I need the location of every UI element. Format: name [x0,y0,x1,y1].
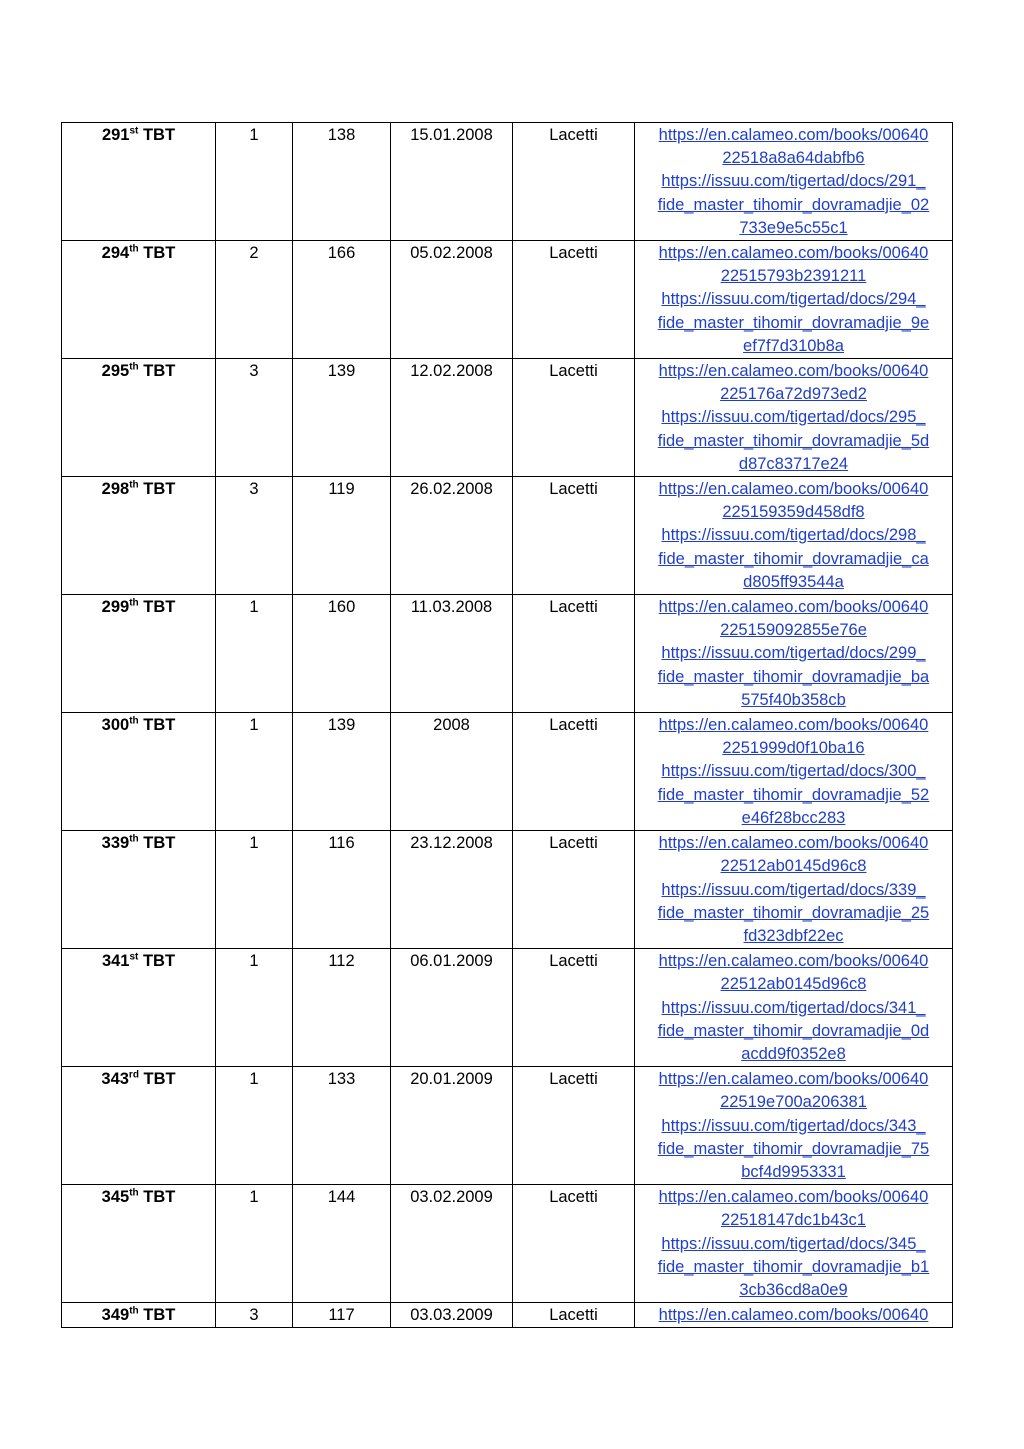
opening-cell: Lacetti [513,1185,635,1303]
event-tbt-label: TBT [143,244,176,263]
links-cell [635,1185,953,1303]
event-number: 294 [101,244,130,263]
event-ordinal-suffix: st [129,125,139,137]
date-cell: 12.02.2008 [391,359,513,477]
event-number: 343 [101,1070,129,1089]
event-number: 349 [101,1306,130,1325]
opening-cell: Lacetti [513,713,635,831]
link-line[interactable]: https://en.calameo.com/books/00640 [658,952,929,971]
link-line[interactable]: https://issuu.com/tigertad/docs/294_ [661,290,926,309]
link-line[interactable]: 22512ab0145d96c8 [720,975,867,994]
link-line[interactable]: 22518a8a64dabfb6 [722,149,865,168]
event-cell [62,713,216,831]
table-row [62,359,953,477]
event-cell [62,595,216,713]
link-line[interactable]: https://issuu.com/tigertad/docs/345_ [661,1234,926,1253]
event-number: 299 [101,598,130,617]
link-line[interactable]: https://en.calameo.com/books/00640 [658,834,929,853]
opening-cell: Lacetti [513,1067,635,1185]
date-cell: 06.01.2009 [391,949,513,1067]
event-tbt-label: TBT [143,480,176,499]
event-ordinal-suffix: st [129,951,139,963]
table-row [62,241,953,359]
event-cell [62,123,216,241]
event-cell [62,477,216,595]
link-line[interactable]: acdd9f0352e8 [741,1044,846,1063]
link-line[interactable]: https://issuu.com/tigertad/docs/339_ [661,880,926,899]
date-cell: 11.03.2008 [391,595,513,713]
moves-cell: 133 [293,1067,391,1185]
link-line[interactable]: d87c83717e24 [738,454,849,473]
link-line[interactable]: https://en.calameo.com/books/00640 [658,1188,929,1207]
link-line[interactable]: https://en.calameo.com/books/00640 [658,1070,929,1089]
opening-cell: Lacetti [513,123,635,241]
link-line[interactable]: fide_master_tihomir_dovramadjie_52 [657,785,930,804]
link-line[interactable]: 225159092855e76e [720,621,867,640]
moves-cell: 117 [293,1303,391,1328]
event-ordinal-suffix: th [129,1305,139,1317]
event-ordinal-suffix: th [129,715,139,727]
link-line[interactable]: 575f40b358cb [741,690,846,709]
table-row [62,831,953,949]
link-line[interactable]: https://issuu.com/tigertad/docs/295_ [661,408,926,427]
event-number: 291 [101,126,130,144]
table-row [62,949,953,1067]
link-line[interactable]: fide_master_tihomir_dovramadjie_02 [657,195,930,214]
event-ordinal-suffix: th [129,833,139,845]
moves-cell: 139 [293,359,391,477]
link-line[interactable]: fide_master_tihomir_dovramadjie_0d [657,1021,930,1040]
round-cell: 1 [216,713,293,831]
event-number: 345 [101,1188,130,1207]
moves-cell: 112 [293,949,391,1067]
event-ordinal-suffix: th [129,597,139,609]
date-cell: 03.02.2009 [391,1185,513,1303]
link-line[interactable]: 22512ab0145d96c8 [720,857,867,876]
event-number: 298 [101,480,130,499]
event-tbt-label: TBT [143,1306,176,1325]
round-cell: 1 [216,831,293,949]
link-line[interactable]: 225159359d458df8 [722,503,865,522]
date-cell: 2008 [391,713,513,831]
link-line[interactable]: bcf4d9953331 [741,1162,846,1181]
moves-cell: 139 [293,713,391,831]
table-row [62,1303,953,1328]
date-cell: 23.12.2008 [391,831,513,949]
links-cell [635,477,953,595]
links-cell [635,831,953,949]
round-cell: 1 [216,949,293,1067]
event-tbt-label: TBT [142,126,176,144]
link-line[interactable]: https://en.calameo.com/books/00640 [658,716,929,735]
moves-cell: 116 [293,831,391,949]
link-line[interactable]: 2251999d0f10ba16 [722,739,865,758]
event-number: 295 [101,362,130,381]
link-line[interactable]: https://issuu.com/tigertad/docs/299_ [661,644,926,663]
links-cell [635,713,953,831]
link-line[interactable]: fide_master_tihomir_dovramadjie_ca [658,549,929,568]
link-line[interactable]: fide_master_tihomir_dovramadjie_5d [657,431,930,450]
moves-cell: 166 [293,241,391,359]
link-line[interactable]: https://issuu.com/tigertad/docs/343_ [661,1116,926,1135]
event-ordinal-suffix: th [129,361,139,373]
link-line[interactable]: https://issuu.com/tigertad/docs/298_ [661,526,926,545]
date-cell: 15.01.2008 [391,123,513,241]
event-cell [62,1185,216,1303]
event-tbt-label: TBT [143,834,176,853]
event-cell [62,949,216,1067]
date-cell: 26.02.2008 [391,477,513,595]
opening-cell: Lacetti [513,831,635,949]
link-line[interactable]: d805ff93544a [743,572,844,591]
links-cell [635,1303,953,1328]
event-tbt-label: TBT [143,716,176,735]
opening-cell: Lacetti [513,241,635,359]
event-ordinal-suffix: rd [128,1069,139,1081]
link-line[interactable]: ef7f7d310b8a [743,336,844,355]
moves-cell: 138 [293,123,391,241]
table-row [62,713,953,831]
event-cell [62,241,216,359]
table-row [62,1067,953,1185]
event-number: 341 [101,952,130,971]
table-row [62,477,953,595]
games-table-body [62,123,953,1328]
date-cell: 03.03.2009 [391,1303,513,1328]
table-row [62,123,953,241]
link-line[interactable]: 22518147dc1b43c1 [721,1211,866,1230]
links-cell [635,241,953,359]
opening-cell: Lacetti [513,359,635,477]
moves-cell: 160 [293,595,391,713]
opening-cell: Lacetti [513,949,635,1067]
round-cell: 1 [216,595,293,713]
link-line[interactable]: 3cb36cd8a0e9 [739,1280,848,1299]
link-line[interactable]: 733e9e5c55c1 [739,218,848,237]
date-cell: 05.02.2008 [391,241,513,359]
link-line[interactable]: https://en.calameo.com/books/00640 [658,126,929,144]
link-line[interactable]: https://en.calameo.com/books/00640 [658,598,929,617]
link-line[interactable]: 225176a72d973ed2 [720,385,867,404]
links-cell [635,595,953,713]
event-number: 339 [101,834,130,853]
links-cell [635,1067,953,1185]
event-tbt-label: TBT [142,952,176,971]
moves-cell: 144 [293,1185,391,1303]
link-line[interactable]: https://en.calameo.com/books/00640 [658,480,929,499]
opening-cell: Lacetti [513,1303,635,1328]
event-tbt-label: TBT [143,1188,176,1207]
event-cell [62,1303,216,1328]
event-cell [62,831,216,949]
round-cell: 1 [216,1067,293,1185]
table-row [62,1185,953,1303]
round-cell: 1 [216,123,293,241]
link-line[interactable]: fide_master_tihomir_dovramadjie_25 [657,903,930,922]
event-ordinal-suffix: th [129,479,139,491]
date-cell: 20.01.2009 [391,1067,513,1185]
link-line[interactable]: https://issuu.com/tigertad/docs/300_ [661,762,926,781]
link-line[interactable]: 22519e700a206381 [720,1093,867,1112]
opening-cell: Lacetti [513,477,635,595]
games-table [61,122,953,1328]
link-line[interactable]: fd323dbf22ec [743,926,844,945]
link-line[interactable]: fide_master_tihomir_dovramadjie_b1 [657,1257,930,1276]
moves-cell: 119 [293,477,391,595]
link-line[interactable]: https://issuu.com/tigertad/docs/291_ [661,172,926,191]
link-line[interactable]: https://en.calameo.com/books/00640 [658,1306,929,1325]
link-line[interactable]: e46f28bcc283 [741,808,846,827]
link-line[interactable]: https://en.calameo.com/books/00640 [658,362,929,381]
event-tbt-label: TBT [143,1070,176,1089]
link-line[interactable]: fide_master_tihomir_dovramadjie_9e [657,313,930,332]
round-cell: 3 [216,1303,293,1328]
link-line[interactable]: fide_master_tihomir_dovramadjie_75 [657,1139,930,1158]
links-cell [635,123,953,241]
event-number: 300 [101,716,130,735]
table-row [62,595,953,713]
link-line[interactable]: https://en.calameo.com/books/00640 [658,244,929,263]
link-line[interactable]: 22515793b2391211 [720,267,867,286]
event-tbt-label: TBT [143,598,176,617]
round-cell: 2 [216,241,293,359]
link-line[interactable]: https://issuu.com/tigertad/docs/341_ [661,998,926,1017]
round-cell: 3 [216,359,293,477]
event-tbt-label: TBT [143,362,176,381]
round-cell: 3 [216,477,293,595]
event-ordinal-suffix: th [129,243,139,255]
event-ordinal-suffix: th [129,1187,139,1199]
opening-cell: Lacetti [513,595,635,713]
links-cell [635,949,953,1067]
links-cell [635,359,953,477]
round-cell: 1 [216,1185,293,1303]
event-cell [62,1067,216,1185]
link-line[interactable]: fide_master_tihomir_dovramadjie_ba [657,667,930,686]
event-cell [62,359,216,477]
